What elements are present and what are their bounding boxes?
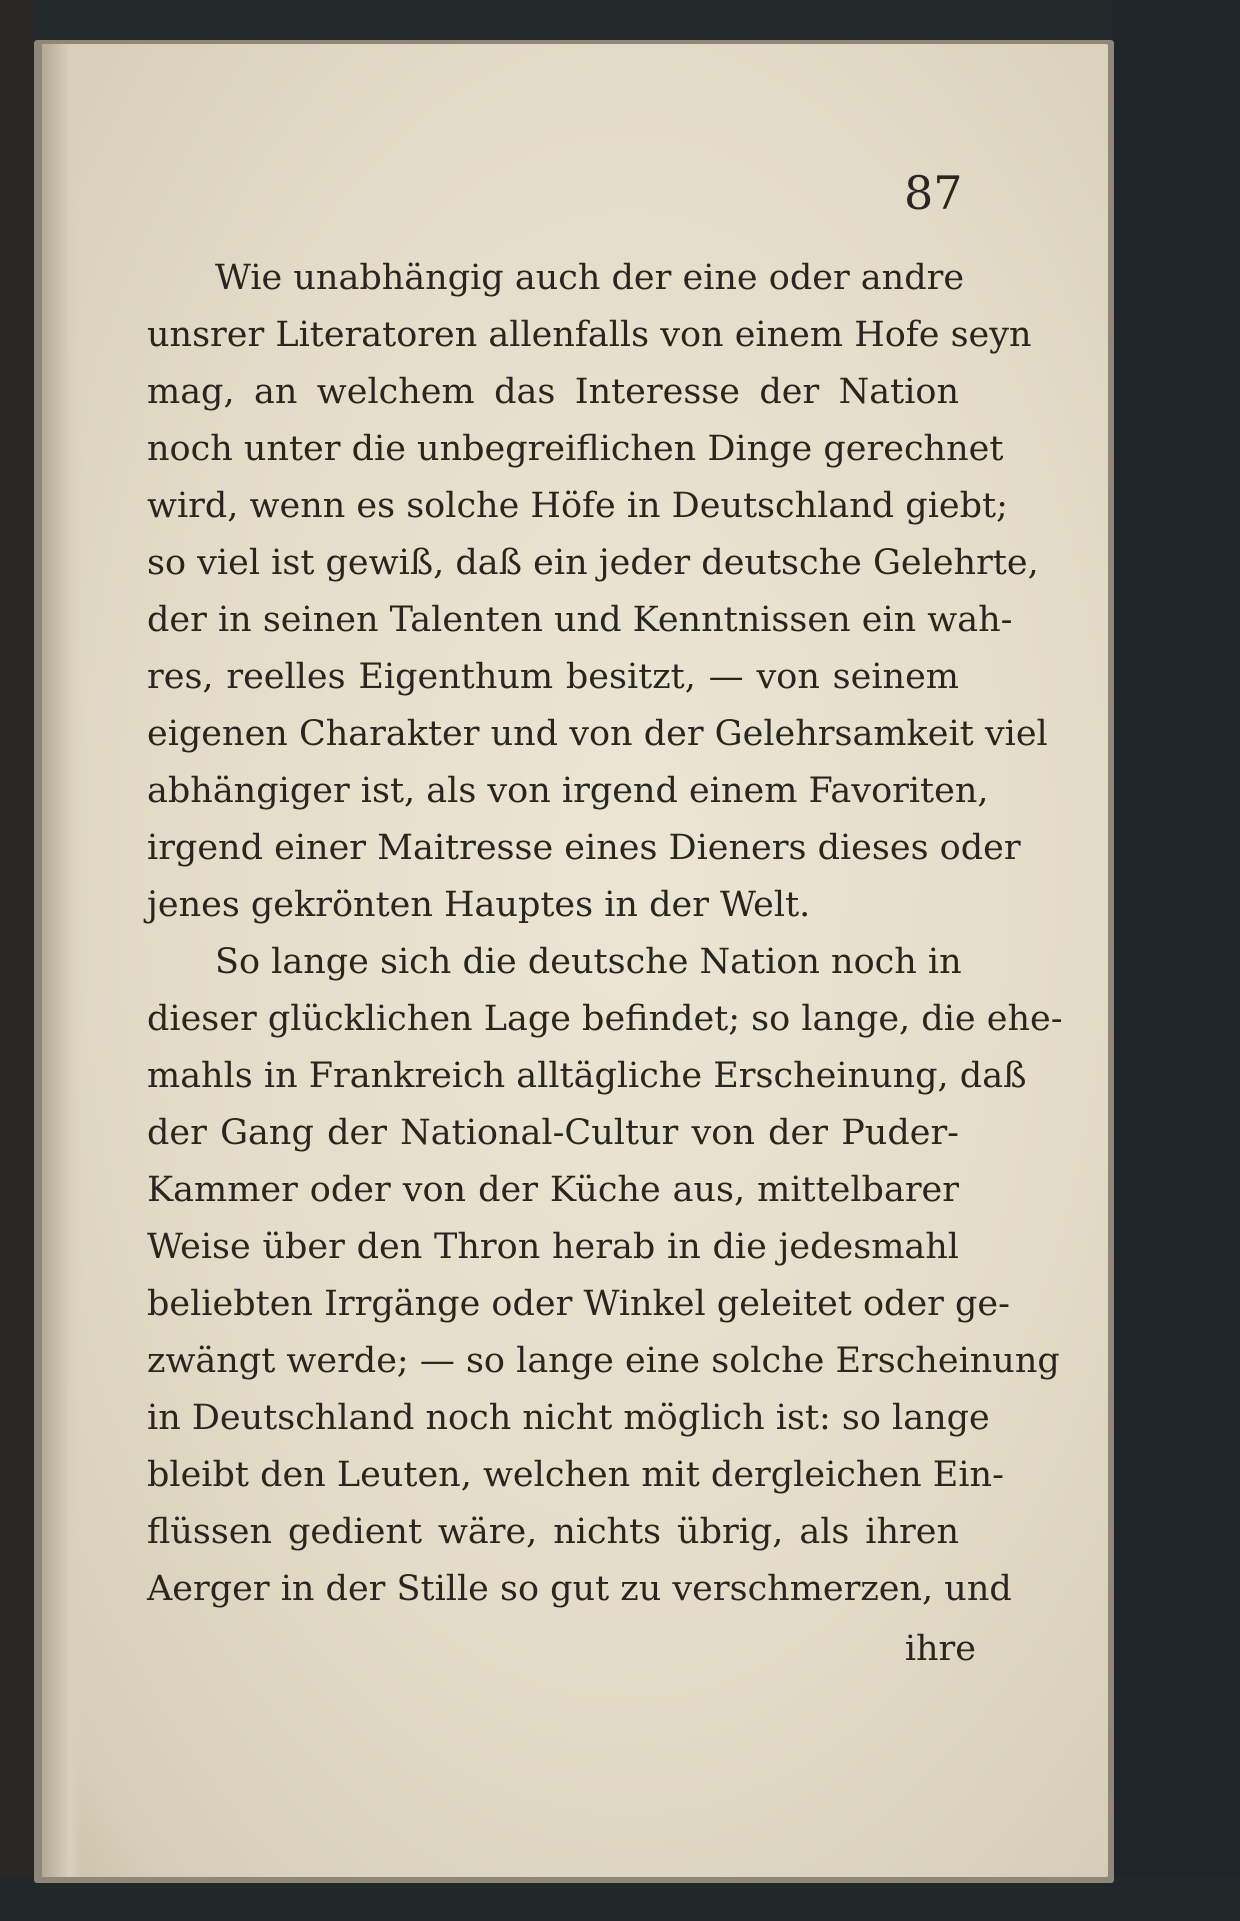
text-line: beliebten Irrgänge oder Winkel geleitet oder ge- [147,1284,1010,1324]
text-line: zwängt werde; — so lange eine solche Erscheinung [147,1341,1060,1381]
text-line: irgend einer Maitresse eines Dieners dieses oder [147,828,1021,868]
text-line: dieser glücklichen Lage befindet; so lange, die ehe- [147,999,1063,1039]
text-line: mahls in Frankreich alltägliche Erscheinung, daß [147,1056,1027,1096]
scan-background-top [0,0,1240,40]
paragraph-2 [147,934,1063,1618]
scan-background-bottom [0,1877,1240,1921]
text-line: Wie unabhängig auch der eine oder andre [215,258,965,298]
catchword: ihre [904,1629,976,1669]
text-line: mag, an welchem das Interesse der Nation [147,372,959,412]
text-line: flüssen gedient wäre, nichts übrig, als ihren [147,1512,959,1552]
text-line: Aerger in der Stille so gut zu verschmerzen, und [147,1569,1012,1609]
text-line: eigenen Charakter und von der Gelehrsamkeit viel [147,714,1048,754]
page-number: 87 [904,166,963,220]
text-line: Weise über den Thron herab in die jedesmahl [147,1227,959,1267]
text-line: in Deutschland noch nicht möglich ist: so lange [147,1398,990,1438]
text-line: wird, wenn es solche Höfe in Deutschland giebt; [147,486,1008,526]
text-line: So lange sich die deutsche Nation noch in [215,942,962,982]
text-line: noch unter die unbegreiflichen Dinge gerechnet [147,429,1004,469]
book-page [42,44,1108,1877]
book-spine [0,0,34,1921]
paragraph-1 [147,250,1048,934]
text-line: Kammer oder von der Küche aus, mittelbarer [147,1170,959,1210]
scan-background-right [1112,0,1240,1921]
text-line: jenes gekrönten Hauptes in der Welt. [147,885,811,925]
page-gutter [42,44,82,1877]
text-line: der in seinen Talenten und Kenntnissen ein wah- [147,600,1013,640]
text-line: der Gang der National-Cultur von der Puder- [147,1113,959,1153]
text-line: so viel ist gewiß, daß ein jeder deutsche Gelehrte, [147,543,1039,583]
text-line: unsrer Literatoren allenfalls von einem Hofe seyn [147,315,1032,355]
text-line: bleibt den Leuten, welchen mit dergleichen Ein- [147,1455,1004,1495]
page-edge [34,40,1114,1883]
text-line: abhängiger ist, als von irgend einem Favoriten, [147,771,989,811]
text-line: res, reelles Eigenthum besitzt, — von seinem [147,657,959,697]
